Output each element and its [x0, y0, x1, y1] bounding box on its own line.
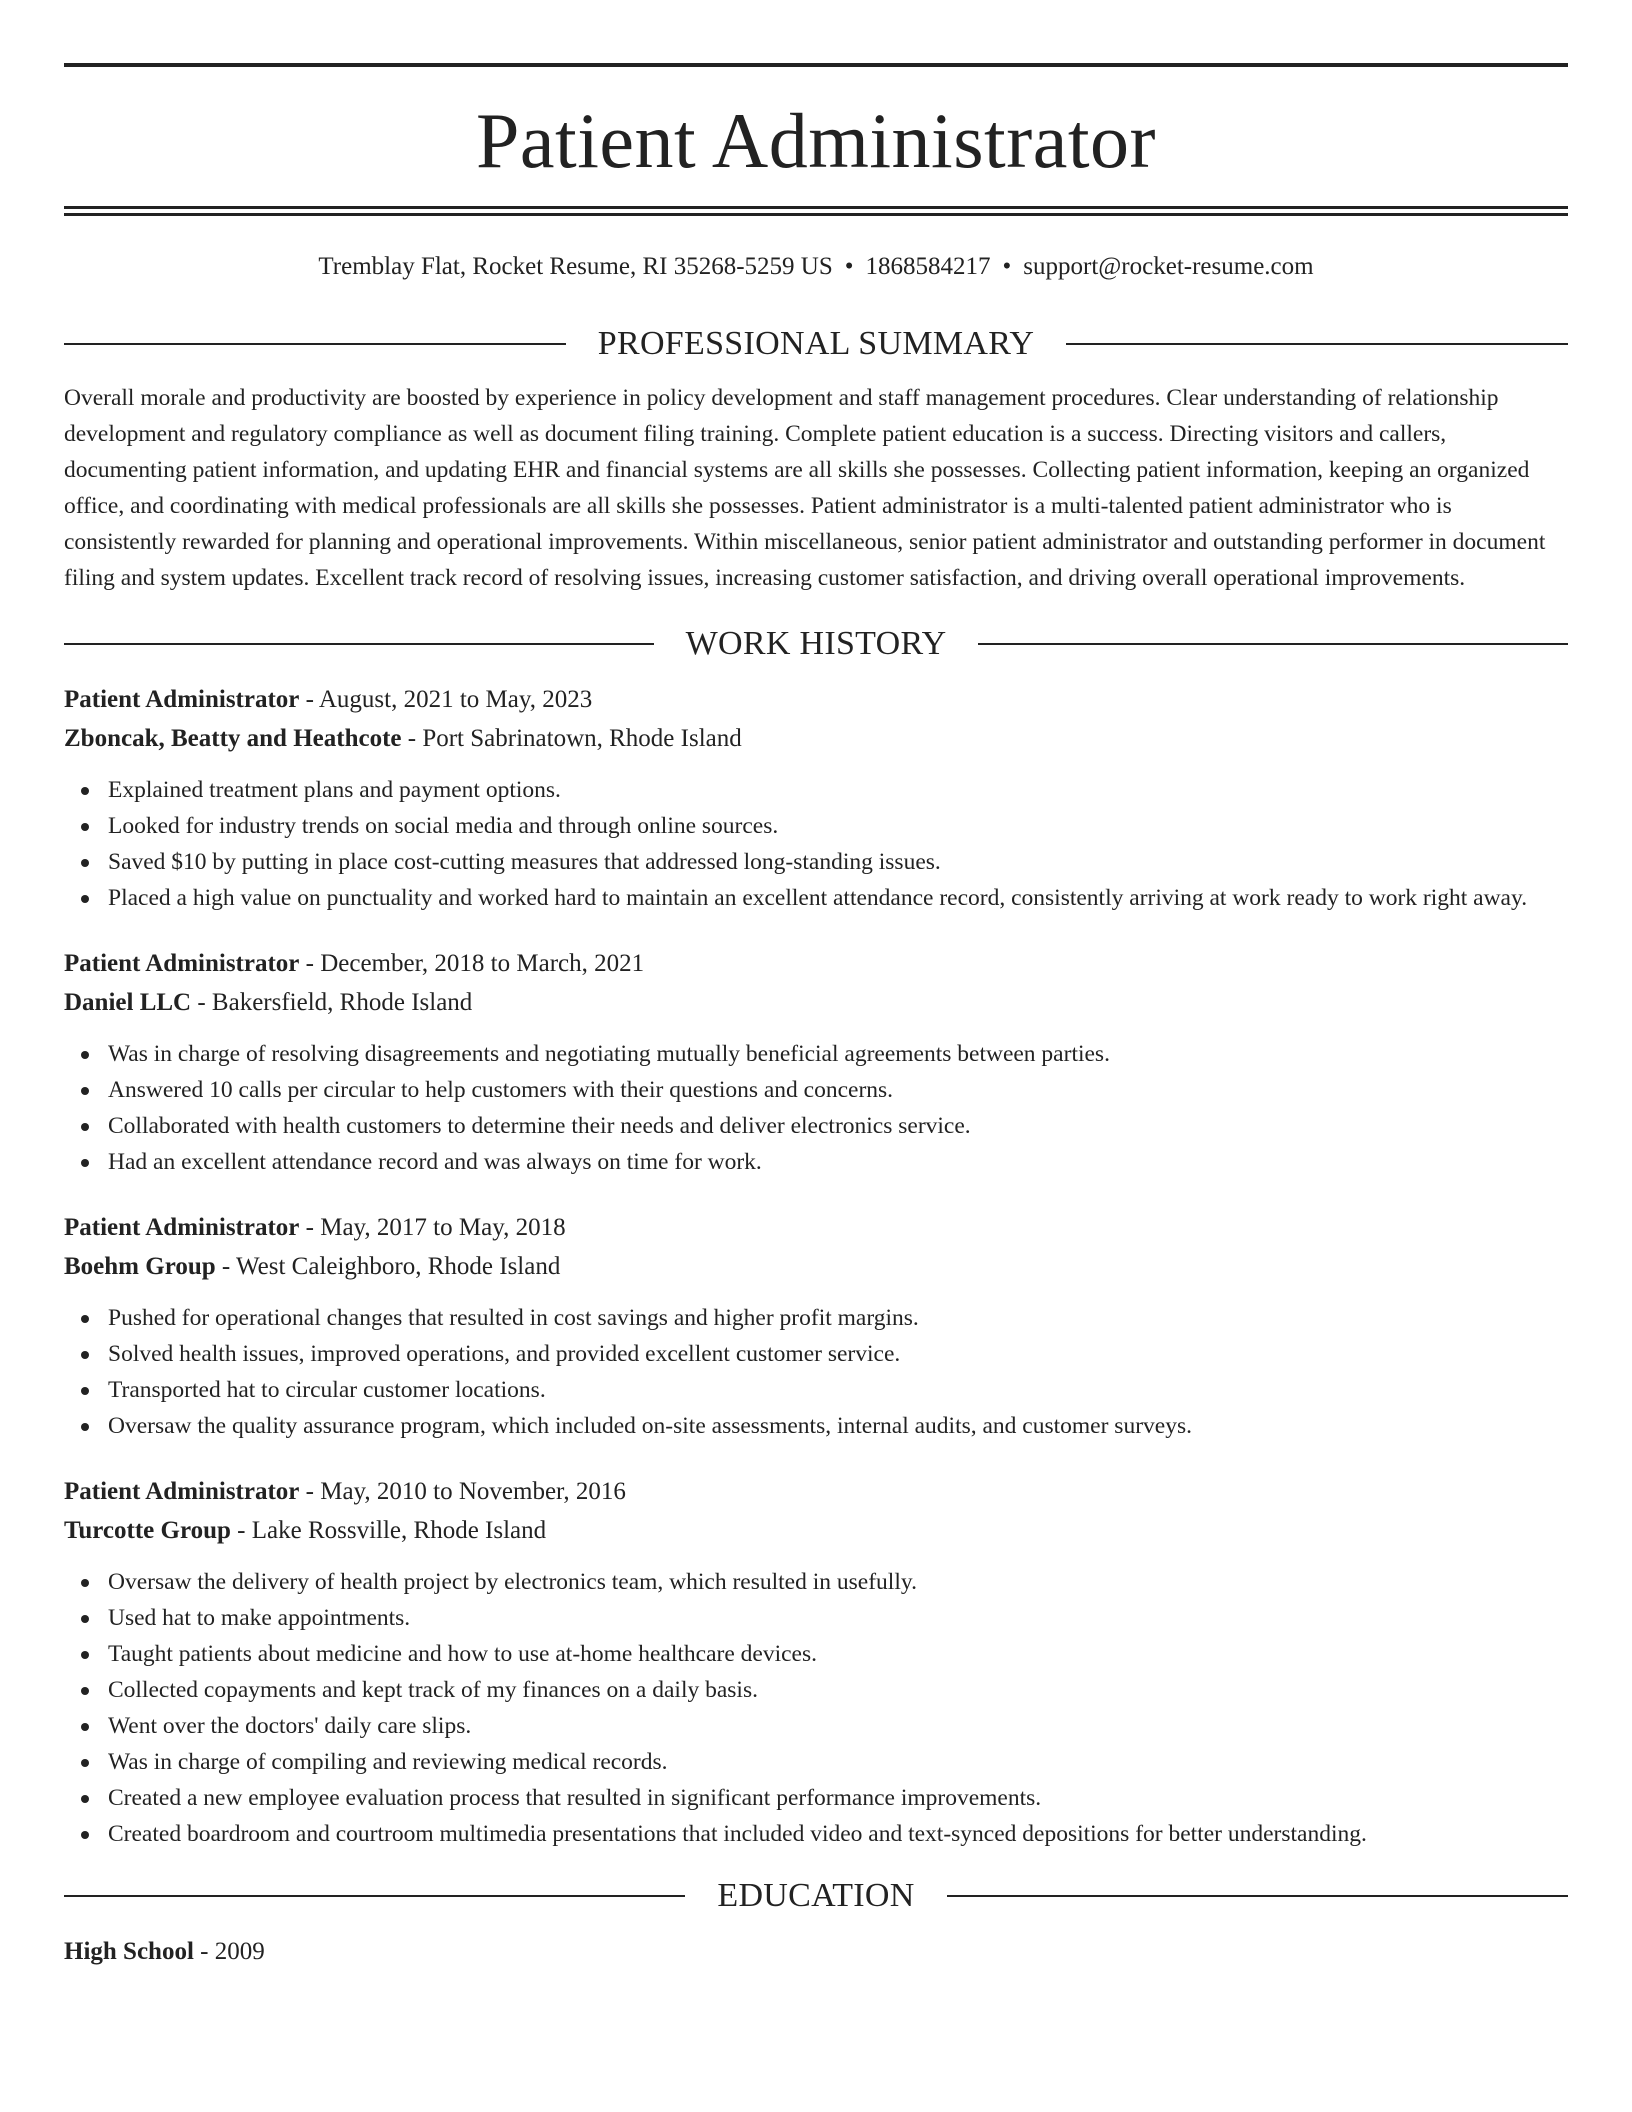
job-bullet: Used hat to make appointments. [64, 1600, 1568, 1636]
job-bullet: Had an excellent attendance record and was always on time for work. [64, 1144, 1568, 1180]
job-company: Zboncak, Beatty and Heathcote [64, 725, 402, 752]
job-bullet: Explained treatment plans and payment options. [64, 772, 1568, 808]
job-dates: - August, 2021 to May, 2023 [299, 686, 593, 713]
job-bullet: Transported hat to circular customer locations. [64, 1372, 1568, 1408]
job-dates: - December, 2018 to March, 2021 [299, 950, 645, 977]
email: support@rocket-resume.com [1023, 253, 1314, 280]
job-title: Patient Administrator [64, 1478, 300, 1505]
education-heading [64, 1874, 1568, 1918]
job-bullet: Solved health issues, improved operations, and provided excellent customer service. [64, 1336, 1568, 1372]
summary-heading [64, 322, 1568, 366]
job-bullet: Pushed for operational changes that resulted in cost savings and higher profit margins. [64, 1300, 1568, 1336]
job-bullet: Oversaw the quality assurance program, which included on-site assessments, internal audits, and customer surveys. [64, 1408, 1568, 1444]
education-degree: High School [64, 1938, 194, 1965]
job-bullet: Oversaw the delivery of health project by electronics team, which resulted in usefully. [64, 1564, 1568, 1600]
job-title: Patient Administrator [64, 950, 300, 977]
job-dates: - May, 2017 to May, 2018 [299, 1214, 566, 1241]
job-company-line [64, 1511, 1568, 1550]
double-rule [64, 206, 1568, 216]
job-location: - West Caleighboro, Rhode Island [215, 1253, 561, 1280]
job-bullets [64, 1036, 1568, 1180]
job-bullet: Collaborated with health customers to determine their needs and deliver electronics service. [64, 1108, 1568, 1144]
job-company: Turcotte Group [64, 1517, 231, 1544]
job-location: - Bakersfield, Rhode Island [191, 989, 473, 1016]
job-company: Daniel LLC [64, 989, 192, 1016]
job-bullets [64, 1300, 1568, 1444]
job-entry [64, 680, 1568, 916]
job-company-line [64, 1247, 1568, 1286]
job-bullet: Saved $10 by putting in place cost-cutting measures that addressed long-standing issues. [64, 844, 1568, 880]
address: Tremblay Flat, Rocket Resume, RI 35268-5259 US [318, 253, 833, 280]
job-bullet: Was in charge of compiling and reviewing medical records. [64, 1744, 1568, 1780]
job-entry [64, 1208, 1568, 1444]
contact-separator: • [1002, 253, 1012, 280]
education-entry [64, 1932, 1568, 1971]
job-location: - Lake Rossville, Rhode Island [230, 1517, 547, 1544]
job-bullets [64, 1564, 1568, 1852]
summary-text: Overall morale and productivity are boosted by experience in policy development and staff management procedures. Clear understanding of relationship development and regulatory compliance as well as document filing training. Complete patient education is a success. Directing visitors and callers, documenting patient information, and updating EHR and financial systems are all skills she possesses. Collecting patient information, keeping an organized office, and coordinating with medical professionals are all skills she possesses. Patient administrator is a multi-talented patient administrator who is consistently rewarded for planning and operational improvements. Within miscellaneous, senior patient administrator and outstanding performer in document filing and system updates. Excellent track record of resolving issues, increasing customer satisfaction, and driving overall operational improvements. [64, 385, 1546, 591]
resume-name: Patient Administrator [476, 97, 1156, 184]
job-bullet: Was in charge of resolving disagreements and negotiating mutually beneficial agreements between parties. [64, 1036, 1568, 1072]
work-history-heading [64, 622, 1568, 666]
job-company-line [64, 719, 1568, 758]
job-title: Patient Administrator [64, 686, 300, 713]
job-title-line [64, 1208, 1568, 1247]
contact-separator: • [844, 253, 854, 280]
top-rule [64, 63, 1568, 67]
job-title-line [64, 680, 1568, 719]
job-location: - Port Sabrinatown, Rhode Island [401, 725, 742, 752]
education-year: - 2009 [193, 1938, 265, 1965]
job-bullet: Answered 10 calls per circular to help customers with their questions and concerns. [64, 1072, 1568, 1108]
heading-rule-right [978, 643, 1568, 645]
job-company-line [64, 983, 1568, 1022]
heading-rule-right [1066, 343, 1568, 345]
job-bullet: Taught patients about medicine and how to use at-home healthcare devices. [64, 1636, 1568, 1672]
heading-rule-left [64, 643, 654, 645]
job-bullet: Looked for industry trends on social media and through online sources. [64, 808, 1568, 844]
section-title: WORK HISTORY [685, 625, 947, 662]
job-title: Patient Administrator [64, 1214, 300, 1241]
heading-rule-right [947, 1895, 1568, 1897]
job-bullet: Created boardroom and courtroom multimedia presentations that included video and text-synced depositions for better understanding. [64, 1816, 1568, 1852]
phone: 1868584217 [865, 253, 991, 280]
job-bullet: Created a new employee evaluation process that resulted in significant performance improvements. [64, 1780, 1568, 1816]
job-bullet: Placed a high value on punctuality and worked hard to maintain an excellent attendance record, consistently arriving at work ready to work right away. [64, 880, 1568, 916]
resume-page [64, 63, 1568, 1971]
heading-rule-left [64, 1895, 685, 1897]
job-entry [64, 944, 1568, 1180]
job-title-line [64, 944, 1568, 983]
job-entry [64, 1472, 1568, 1852]
section-title: EDUCATION [717, 1877, 915, 1914]
job-bullet: Went over the doctors' daily care slips. [64, 1708, 1568, 1744]
job-bullets [64, 772, 1568, 916]
job-dates: - May, 2010 to November, 2016 [299, 1478, 626, 1505]
job-company: Boehm Group [64, 1253, 216, 1280]
job-bullet: Collected copayments and kept track of my finances on a daily basis. [64, 1672, 1568, 1708]
work-history-list [64, 680, 1568, 1852]
contact-line [64, 252, 1568, 282]
heading-rule-left [64, 343, 566, 345]
job-title-line [64, 1472, 1568, 1511]
section-title: PROFESSIONAL SUMMARY [597, 325, 1035, 362]
